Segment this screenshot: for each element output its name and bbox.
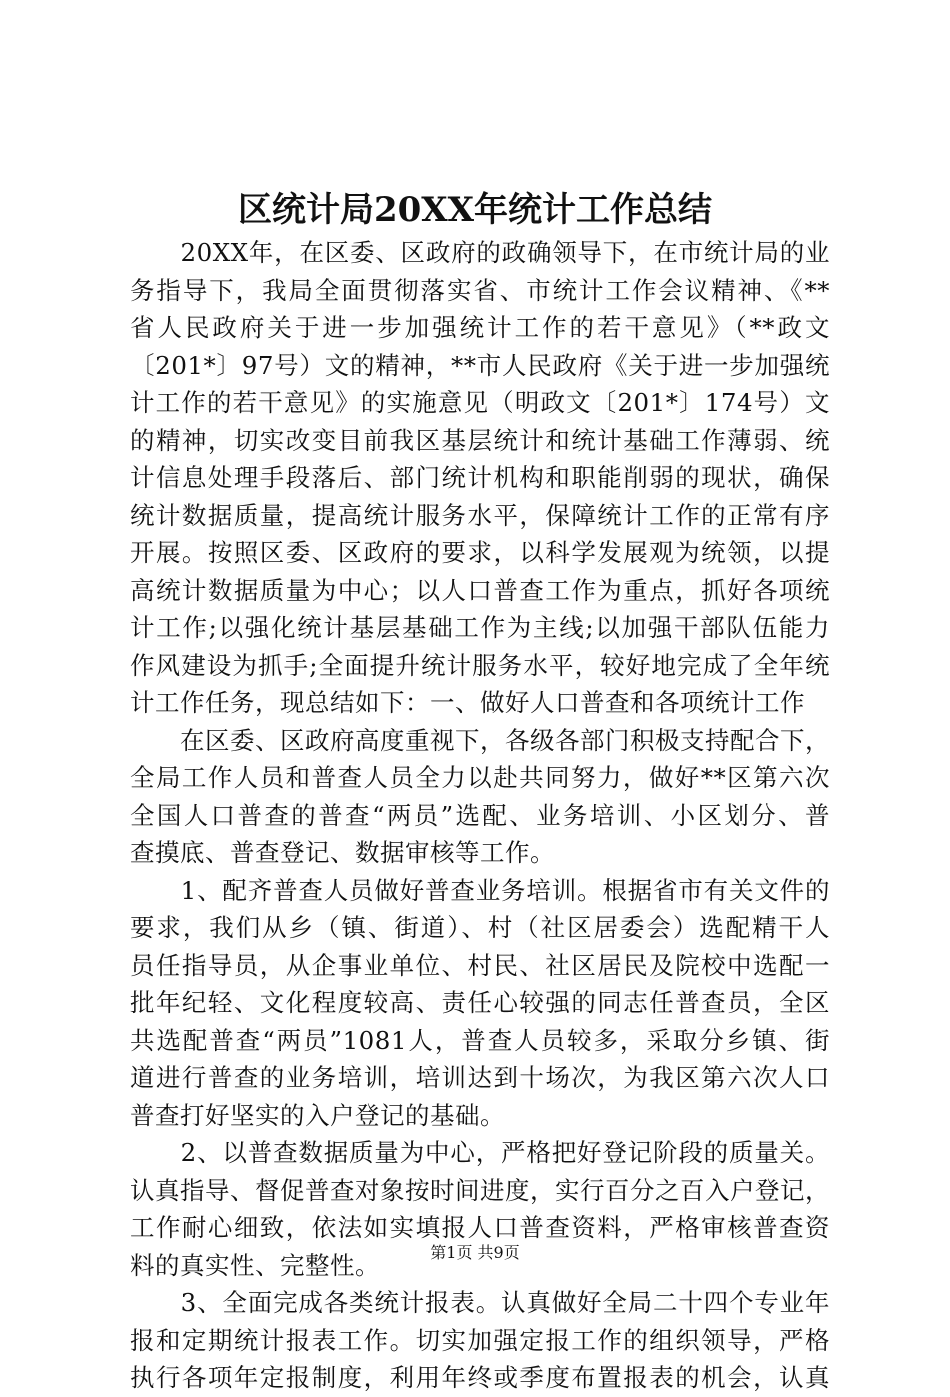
body-text-line: 20XX年，在区委、区政府的政确领导下，在市统计局的业 [130,238,830,267]
body-text-line: 作风建设为抓手;全面提升统计服务水平，较好地完成了全年统 [130,650,830,680]
body-text-line: 报和定期统计报表工作。切实加强定报工作的组织领导，严格 [130,1325,830,1355]
body-text-line: 工作耐心细致，依法如实填报人口普查资料，严格审核普查资 [130,1213,830,1242]
body-text-line: 执行各项年定报制度，利用年终或季度布置报表的机会，认真 [130,1363,830,1392]
body-text-line: 〔201*〕97号）文的精神，**市人民政府《关于进一步加强统 [130,350,830,380]
body-text-line: 高统计数据质量为中心；以人口普查工作为重点，抓好各项统 [130,575,830,605]
page-footer: 第1页 共9页 [430,1243,520,1262]
body-text-line: 省人民政府关于进一步加强统计工作的若干意见》（**政文 [130,313,830,342]
body-text-line: 共选配普查“两员”1081人，普查人员较多，采取分乡镇、街 [130,1025,830,1055]
body-text-line: 务指导下，我局全面贯彻落实省、市统计工作会议精神、《** [130,275,830,305]
body-text-line: 1、配齐普查人员做好普查业务培训。根据省市有关文件的 [130,875,830,905]
body-text-line: 在区委、区政府高度重视下，各级各部门积极支持配合下， [130,725,830,755]
body-text-line: 的精神，切实改变目前我区基层统计和统计基础工作薄弱、统 [130,425,830,455]
body-text-line: 查摸底、普查登记、数据审核等工作。 [130,838,555,867]
body-text-line: 计工作任务，现总结如下：一、做好人口普查和各项统计工作 [130,688,805,717]
body-text-line: 全国人口普查的普查“两员”选配、业务培训、小区划分、普 [130,800,830,830]
body-text-line: 认真指导、督促普查对象按时间进度，实行百分之百入户登记， [130,1175,830,1205]
body-text-line: 全局工作人员和普查人员全力以赴共同努力，做好**区第六次 [130,763,830,792]
body-text-line: 员任指导员，从企事业单位、村民、社区居民及院校中选配一 [130,950,830,980]
body-text-line: 计工作的若干意见》的实施意见（明政文〔201*〕174号）文 [130,388,830,417]
body-text-line: 2、以普查数据质量为中心，严格把好登记阶段的质量关。 [130,1138,830,1167]
body-text-line: 批年纪轻、文化程度较高、责任心较强的同志任普查员，全区 [130,988,830,1017]
body-text-line: 料的真实性、完整性。 [130,1250,380,1280]
body-text-line: 开展。按照区委、区政府的要求，以科学发展观为统领，以提 [130,538,830,567]
body-text-line: 道进行普查的业务培训，培训达到十场次，为我区第六次人口 [130,1063,830,1092]
body-text-line: 统计数据质量，提高统计服务水平，保障统计工作的正常有序 [130,500,830,530]
body-text-line: 3、全面完成各类统计报表。认真做好全局二十四个专业年 [130,1288,830,1317]
body-text-line: 计信息处理手段落后、部门统计机构和职能削弱的现状，确保 [130,463,830,492]
body-text-line: 要求，我们从乡（镇、街道）、村（社区居委会）选配精干人 [130,913,830,942]
document-title: 区统计局20XX年统计工作总结 [237,190,713,230]
body-text-line: 普查打好坚实的入户登记的基础。 [130,1100,505,1130]
body-text-line: 计工作;以强化统计基层基础工作为主线;以加强干部队伍能力 [130,613,830,642]
document-body [130,234,830,1397]
